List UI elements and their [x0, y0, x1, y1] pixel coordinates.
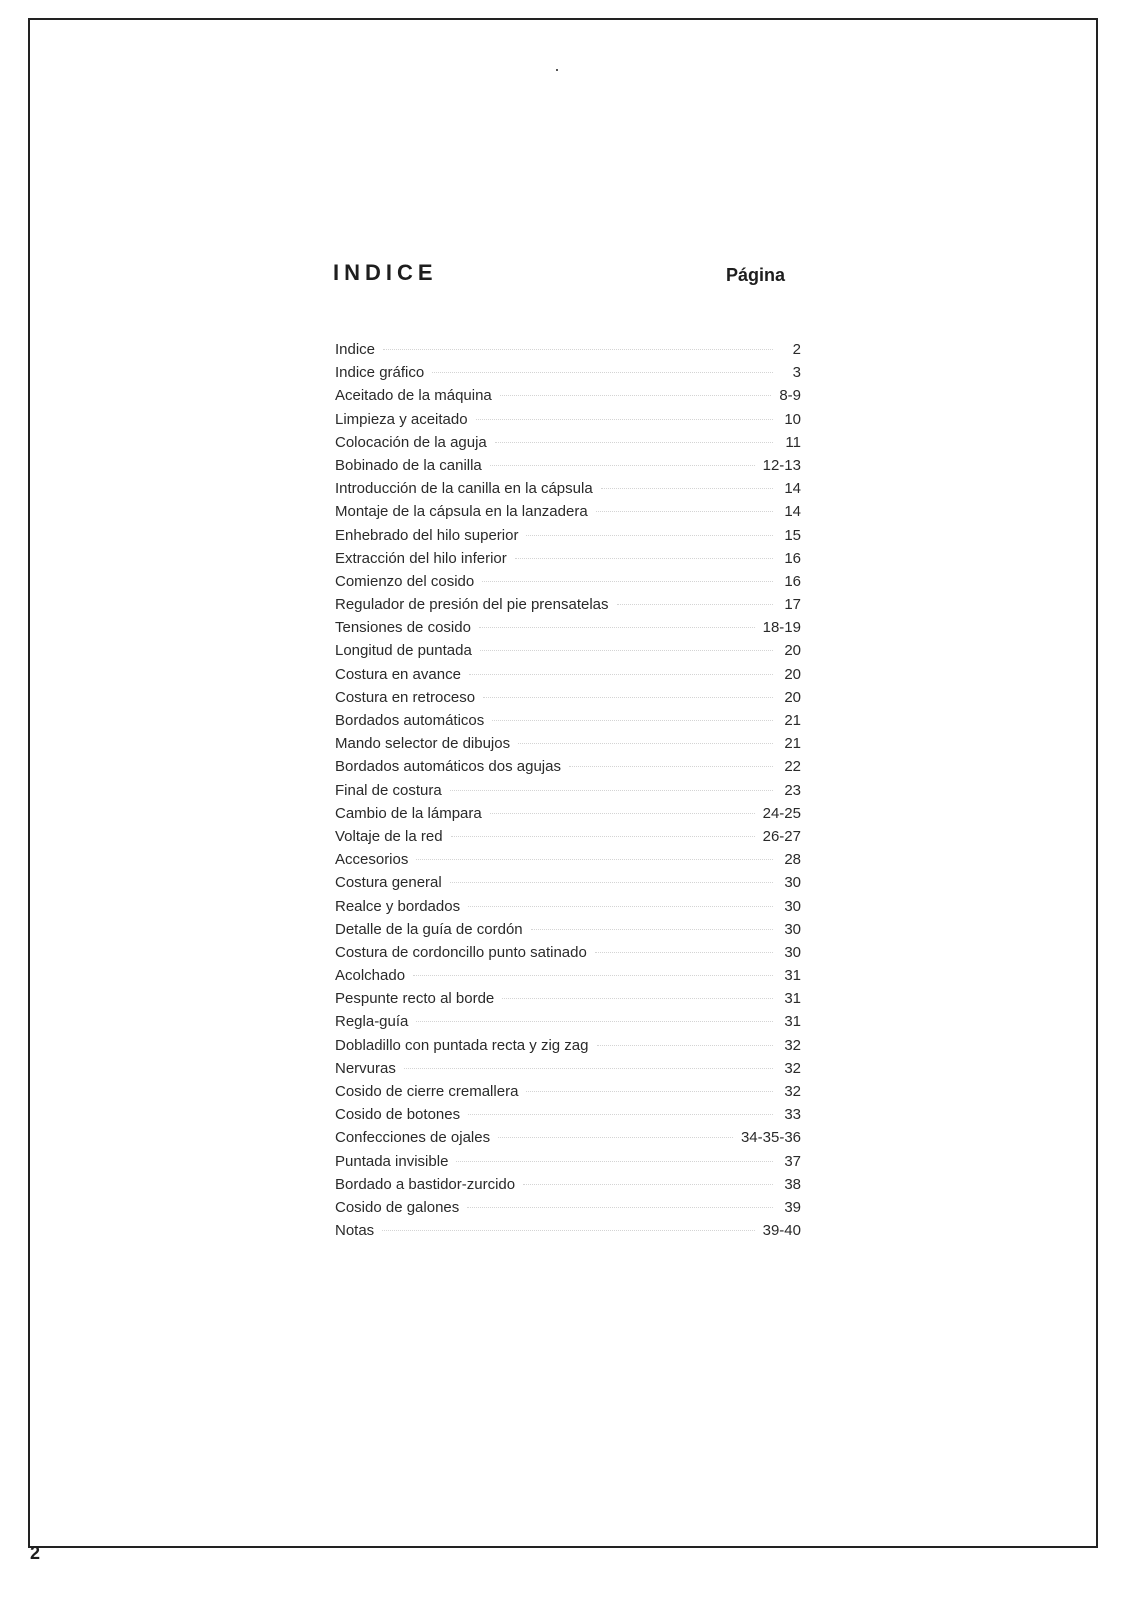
toc-entry-label: Cosido de cierre cremallera	[335, 1083, 519, 1100]
toc-dot-leader	[502, 998, 773, 999]
toc-entry-label: Cambio de la lámpara	[335, 804, 482, 822]
toc-entry-label: Tensiones de cosido	[335, 619, 471, 637]
toc-entry-page: 26-27	[762, 827, 801, 845]
toc-entry	[335, 1173, 801, 1196]
toc-dot-leader	[413, 975, 773, 976]
toc-entry	[335, 918, 801, 941]
toc-entry-page: 17	[784, 596, 801, 614]
toc-dot-leader	[518, 743, 773, 744]
toc-entry-label: Costura de cordoncillo punto satinado	[335, 943, 587, 961]
toc-entry-label: Comienzo del cosido	[335, 572, 475, 590]
toc-dot-leader	[596, 511, 773, 512]
toc-dot-leader	[500, 395, 772, 396]
toc-entry-page: 30	[784, 874, 801, 892]
toc-entry	[335, 1034, 801, 1057]
toc-entry	[335, 338, 801, 361]
page-column-header: Página	[726, 265, 786, 285]
toc-entry-label: Accesorios	[335, 851, 409, 869]
toc-entry-page: 15	[784, 526, 801, 544]
toc-entry	[335, 964, 801, 987]
toc-entry-label: Enhebrado del hilo superior	[335, 526, 519, 544]
toc-dot-leader	[523, 1184, 773, 1185]
toc-entry-page: 20	[784, 642, 801, 660]
toc-entry-label: Costura en retroceso	[335, 688, 476, 706]
toc-entry	[335, 616, 801, 639]
toc-entry-page: 22	[784, 758, 801, 776]
toc-entry-label: Montaje de la cápsula en la lanzadera	[335, 503, 588, 521]
toc-entry-label: Final de costura	[335, 781, 442, 799]
toc-dot-leader	[467, 1207, 773, 1208]
toc-entry-page: 31	[784, 1013, 801, 1031]
toc-entry-page: 2	[792, 341, 801, 358]
index-title: INDICE	[333, 260, 438, 285]
toc-entry-label: Regulador de presión del pie prensatelas	[335, 596, 609, 614]
toc-entry	[335, 779, 801, 802]
toc-dot-leader	[531, 929, 773, 930]
toc-entry	[335, 1057, 801, 1080]
scan-speck	[556, 69, 558, 71]
toc-entry-page: 24-25	[762, 804, 801, 822]
toc-entry-page: 18-19	[762, 619, 801, 637]
toc-entry	[335, 732, 801, 755]
toc-entry	[335, 408, 801, 431]
toc-entry	[335, 1196, 801, 1219]
toc-entry-page: 30	[784, 897, 801, 915]
toc-entry	[335, 477, 801, 500]
toc-entry	[335, 639, 801, 662]
toc-entry-page: 28	[784, 851, 801, 869]
toc-entry	[335, 361, 801, 384]
toc-entry-label: Introducción de la canilla en la cápsula	[335, 480, 593, 498]
toc-dot-leader	[597, 1045, 774, 1046]
toc-entry-label: Aceitado de la máquina	[335, 387, 492, 405]
toc-dot-leader	[432, 372, 773, 373]
toc-entry-page: 16	[784, 572, 801, 590]
toc-dot-leader	[450, 790, 773, 791]
toc-entry-page: 38	[784, 1175, 801, 1193]
toc-dot-leader	[404, 1068, 773, 1069]
toc-entry-label: Extracción del hilo inferior	[335, 549, 507, 567]
toc-entry-label: Bobinado de la canilla	[335, 456, 482, 474]
toc-entry-page: 34-35-36	[740, 1129, 801, 1147]
toc-entry-page: 31	[784, 990, 801, 1008]
toc-entry-page: 8-9	[779, 387, 801, 405]
toc-entry-label: Cosido de galones	[335, 1198, 460, 1216]
toc-dot-leader	[456, 1161, 773, 1162]
toc-entry-label: Colocación de la aguja	[335, 433, 487, 451]
toc-entry	[335, 825, 801, 848]
toc-dot-leader	[617, 604, 773, 605]
toc-entry	[335, 848, 801, 871]
toc-entry-label: Notas	[335, 1222, 375, 1240]
toc-dot-leader	[495, 442, 773, 443]
toc-dot-leader	[490, 813, 755, 814]
toc-entry	[335, 1010, 801, 1033]
toc-entry-page: 20	[784, 688, 801, 706]
toc-entry-page: 12-13	[762, 456, 801, 474]
toc-entry-page: 14	[784, 480, 801, 498]
toc-entry-label: Bordados automáticos dos agujas	[335, 758, 561, 776]
toc-entry	[335, 593, 801, 616]
toc-dot-leader	[515, 558, 773, 559]
toc-entry-page: 10	[784, 410, 801, 428]
toc-entry-label: Puntada invisible	[335, 1152, 449, 1170]
toc-entry	[335, 709, 801, 732]
toc-entry-page: 23	[784, 781, 801, 799]
toc-entry	[335, 686, 801, 709]
toc-dot-leader	[482, 581, 773, 582]
toc-entry	[335, 987, 801, 1010]
toc-dot-leader	[450, 882, 773, 883]
toc-entry-label: Costura en avance	[335, 665, 461, 683]
toc-entry-label: Acolchado	[335, 967, 406, 985]
toc-dot-leader	[468, 906, 773, 907]
toc-entry-label: Nervuras	[335, 1059, 396, 1077]
toc-entry-page: 39	[784, 1198, 801, 1216]
toc-dot-leader	[469, 674, 773, 675]
toc-entry	[335, 755, 801, 778]
toc-dot-leader	[451, 836, 755, 837]
toc-entry-label: Limpieza y aceitado	[335, 410, 468, 428]
toc-entry-label: Voltaje de la red	[335, 827, 443, 845]
toc-entry-page: 3	[792, 364, 801, 382]
toc-entry	[335, 802, 801, 825]
toc-entry	[335, 454, 801, 477]
page-number: 2	[30, 1543, 41, 1563]
toc-dot-leader	[480, 650, 773, 651]
toc-entry-page: 16	[784, 549, 801, 567]
toc-dot-leader	[479, 627, 755, 628]
toc-entry-label: Indice gráfico	[335, 364, 425, 382]
toc-dot-leader	[483, 697, 773, 698]
toc-dot-leader	[569, 766, 773, 767]
toc-dot-leader	[498, 1137, 733, 1138]
toc-entry-page: 33	[784, 1106, 801, 1124]
toc-dot-leader	[468, 1114, 773, 1115]
toc-entry	[335, 570, 801, 593]
toc-entry-label: Bordado a bastidor-zurcido	[335, 1175, 516, 1193]
toc-entry-page: 37	[784, 1152, 801, 1170]
toc-entry	[335, 431, 801, 454]
table-of-contents	[335, 338, 801, 1242]
toc-dot-leader	[492, 720, 773, 721]
toc-dot-leader	[416, 859, 773, 860]
toc-entry-label: Dobladillo con puntada recta y zig zag	[335, 1036, 589, 1054]
toc-entry	[335, 1219, 801, 1242]
toc-entry	[335, 941, 801, 964]
toc-entry	[335, 871, 801, 894]
toc-entry-label: Longitud de puntada	[335, 642, 472, 660]
toc-entry-label: Detalle de la guía de cordón	[335, 920, 523, 938]
toc-entry	[335, 1103, 801, 1126]
toc-entry-page: 31	[784, 967, 801, 985]
toc-entry-label: Costura general	[335, 874, 442, 892]
toc-entry-label: Confecciones de ojales	[335, 1129, 491, 1147]
toc-entry-page: 11	[785, 433, 801, 451]
toc-entry-page: 39-40	[762, 1222, 801, 1240]
toc-dot-leader	[490, 465, 755, 466]
toc-entry-page: 21	[784, 735, 801, 753]
toc-entry	[335, 384, 801, 407]
toc-entry-page: 32	[784, 1036, 801, 1054]
toc-entry-page: 20	[784, 665, 801, 683]
toc-entry	[335, 500, 801, 523]
toc-entry-page: 30	[784, 920, 801, 938]
toc-entry-page: 32	[784, 1083, 801, 1100]
toc-entry	[335, 1150, 801, 1173]
toc-entry	[335, 663, 801, 686]
toc-dot-leader	[526, 1091, 773, 1092]
toc-dot-leader	[476, 419, 773, 420]
toc-dot-leader	[526, 535, 773, 536]
toc-entry-page: 32	[784, 1059, 801, 1077]
toc-entry-label: Mando selector de dibujos	[335, 735, 511, 753]
toc-entry-label: Cosido de botones	[335, 1106, 461, 1124]
toc-dot-leader	[416, 1021, 773, 1022]
toc-entry	[335, 524, 801, 547]
toc-entry-page: 30	[784, 943, 801, 961]
toc-entry-label: Regla-guía	[335, 1013, 409, 1031]
toc-dot-leader	[595, 952, 773, 953]
toc-entry-label: Bordados automáticos	[335, 712, 485, 729]
toc-entry-label: Realce y bordados	[335, 897, 461, 915]
toc-entry-page: 21	[784, 712, 801, 729]
toc-entry-label: Indice	[335, 341, 376, 358]
toc-dot-leader	[601, 488, 773, 489]
toc-entry	[335, 547, 801, 570]
toc-entry-page: 14	[784, 503, 801, 521]
toc-dot-leader	[383, 349, 773, 350]
toc-entry	[335, 1080, 801, 1103]
toc-entry	[335, 1126, 801, 1149]
toc-entry-label: Pespunte recto al borde	[335, 990, 495, 1008]
toc-dot-leader	[382, 1230, 754, 1231]
toc-entry	[335, 895, 801, 918]
